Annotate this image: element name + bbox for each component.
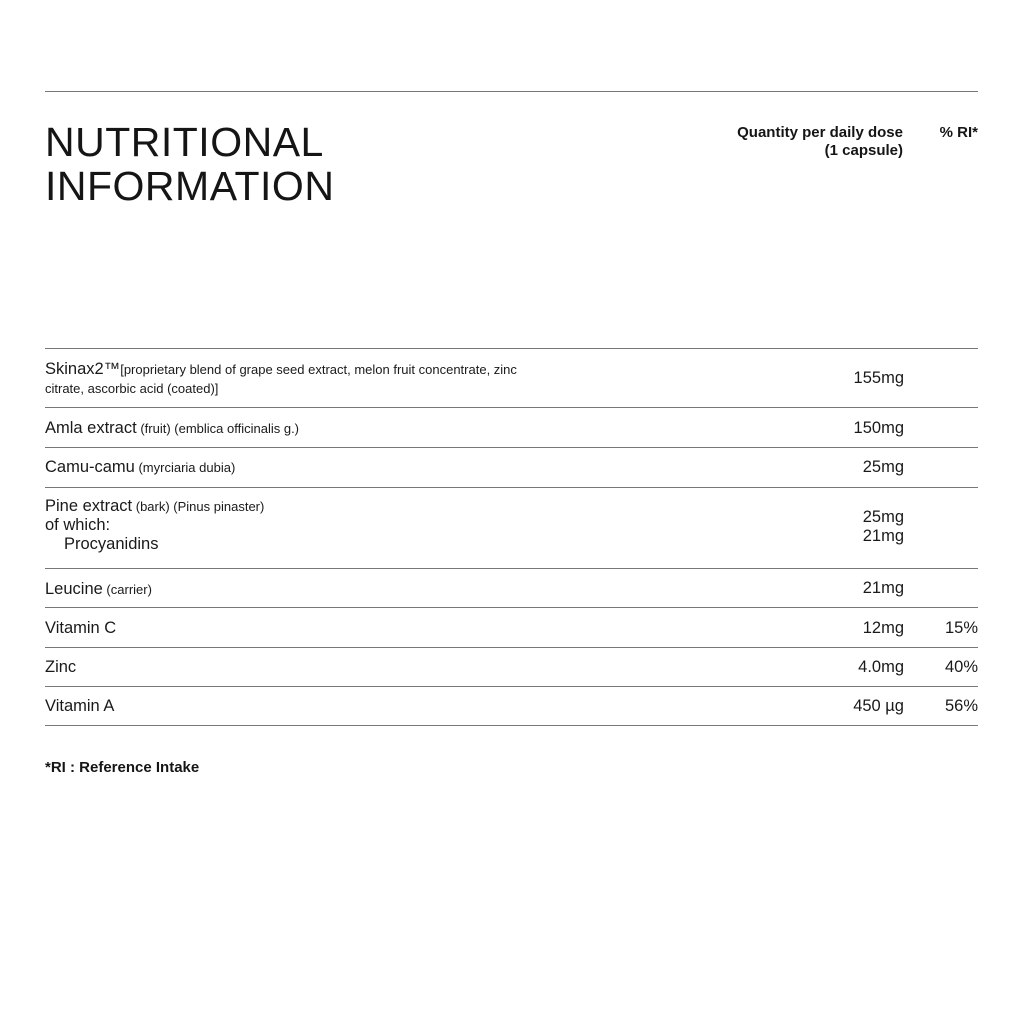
title-line-1: NUTRITIONAL: [45, 119, 324, 165]
ingredient-ri: 56%: [944, 697, 978, 715]
ingredient-note-continued: citrate, ascorbic acid (coated)]: [45, 381, 219, 396]
ingredient-name: [45, 619, 116, 638]
table-row-skinax2: [45, 349, 978, 408]
ingredient-note: (myrciaria dubia): [134, 460, 236, 475]
ingredient-label: Vitamin A: [45, 697, 115, 715]
ingredient-label: Vitamin C: [45, 619, 117, 637]
page-title: [45, 120, 334, 208]
ingredient-note: (fruit) (emblica officinalis g.): [136, 421, 300, 436]
ingredient-label: Leucine: [45, 580, 103, 598]
ingredient-note: [proprietary blend of grape seed extract, melon fruit concentrate, zinc: [120, 362, 517, 377]
ingredient-name: [45, 497, 264, 554]
ingredient-label: Camu-camu: [45, 458, 135, 476]
top-divider: [45, 91, 978, 92]
ingredient-label: Pine extract: [45, 497, 133, 515]
ingredient-name: [45, 419, 299, 438]
quantity-column-heading: [643, 124, 903, 160]
table-row-zinc: [45, 648, 978, 687]
ingredient-note: (carrier): [102, 582, 152, 597]
ingredient-quantity: 450 µg: [853, 697, 904, 715]
ingredient-ri: 15%: [944, 619, 978, 637]
title-line-2: INFORMATION: [45, 163, 335, 209]
ri-column-heading: % RI*: [939, 124, 978, 141]
ingredient-ri: 40%: [944, 658, 978, 676]
ingredient-quantity: [863, 508, 904, 546]
ingredient-quantity: 12mg: [862, 619, 904, 637]
nutrition-table: [45, 348, 978, 726]
footnote: *RI : Reference Intake: [45, 759, 200, 776]
ingredient-quantity: 25mg: [862, 458, 904, 476]
ingredient-quantity: 21mg: [862, 579, 904, 597]
quantity-sub-value: 21mg: [862, 527, 904, 545]
ingredient-label: Amla extract: [45, 419, 137, 437]
ingredient-quantity: 4.0mg: [858, 658, 904, 676]
table-row-leucine: [45, 569, 978, 608]
table-row-camu-camu: [45, 448, 978, 488]
ingredient-name: [45, 580, 152, 599]
ingredient-name: [45, 658, 76, 677]
ingredient-quantity: 155mg: [853, 369, 904, 387]
table-row-vitamin-a: [45, 687, 978, 726]
ingredient-label: Skinax2™: [45, 360, 121, 378]
ingredient-name: [45, 458, 235, 477]
ingredient-subheading: of which:: [45, 516, 111, 534]
quantity-heading-line-2: (1 capsule): [824, 142, 903, 159]
ingredient-note: (bark) (Pinus pinaster): [132, 499, 265, 514]
ingredient-quantity: 150mg: [853, 419, 904, 437]
quantity-heading-line-1: Quantity per daily dose: [737, 124, 903, 141]
table-row-pine-extract: [45, 488, 978, 569]
table-row-vitamin-c: [45, 608, 978, 648]
ingredient-name: [45, 697, 114, 716]
ingredient-name: [45, 360, 605, 398]
table-row-amla: [45, 408, 978, 448]
ingredient-sub-item: Procyanidins: [64, 535, 159, 553]
ingredient-label: Zinc: [45, 658, 77, 676]
quantity-value: 25mg: [862, 508, 904, 526]
